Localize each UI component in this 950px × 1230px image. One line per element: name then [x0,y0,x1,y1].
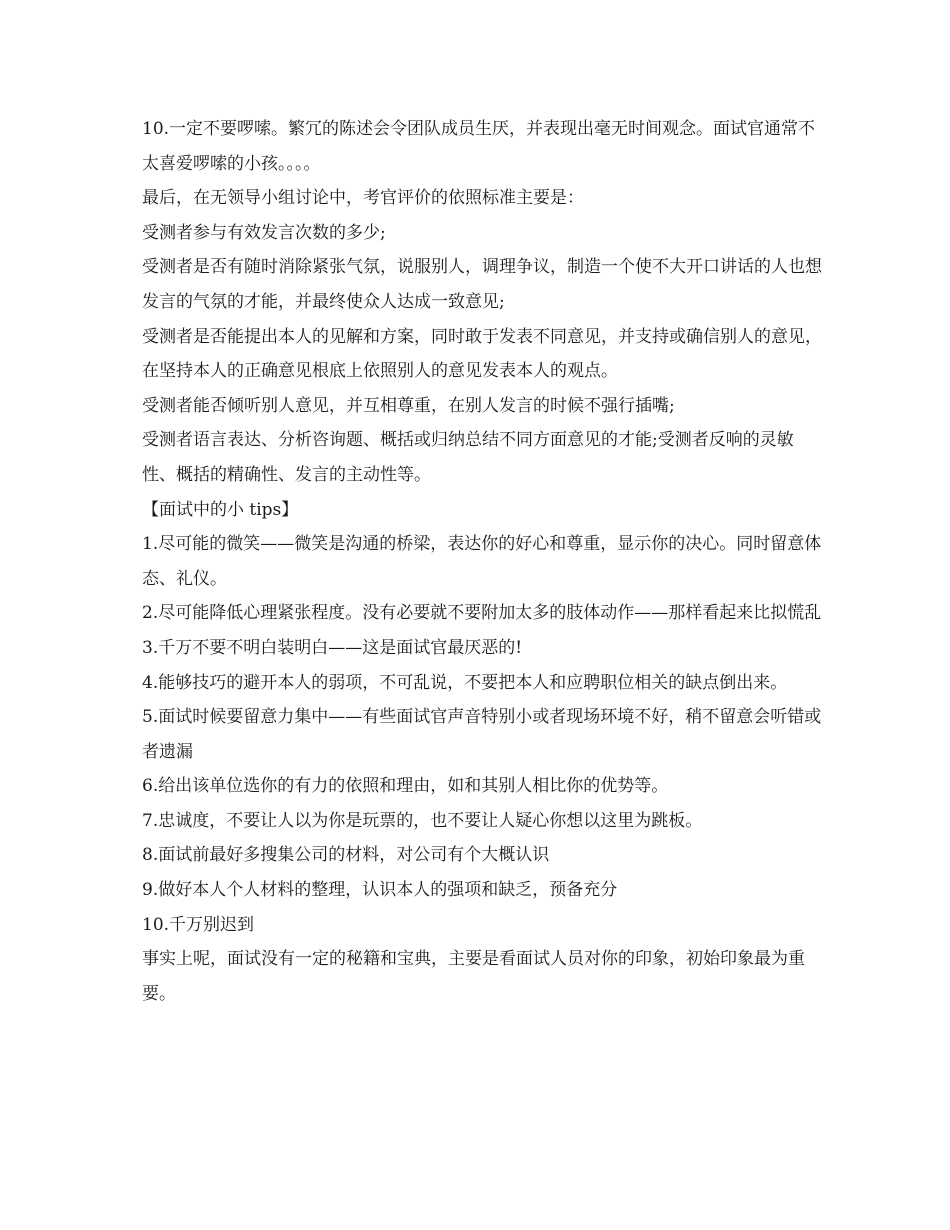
tip-item-reduce-nervousness: 2.尽可能降低心理紧张程度。没有必要就不要附加太多的肢体动作——那样看起来比拟慌乱 [142,603,822,624]
paragraph-criterion-listening: 受测者能否倾听别人意见，并互相尊重，在别人发言的时候不强行插嘴; [142,395,675,416]
paragraph-evaluation-intro: 最后，在无领导小组讨论中，考官评价的依照标准主要是： [142,188,584,209]
paragraph-criterion-own-views: 受测者是否能提出本人的见解和方案，同时敢于发表不同意见，并支持或确信别人的意见，在坚持本人的正确意见根底上依照别人的意见发表本人的观点。 [142,326,822,382]
paragraph-conclusion: 事实上呢，面试没有一定的秘籍和宝典，主要是看面试人员对你的印象，初始印象最为重要。 [142,949,805,1004]
tip-item-concentrate: 5.面试时候要留意力集中——有些面试官声音特别小或者现场环境不好，稍不留意会听错或者遗漏 [142,707,822,762]
document-body [142,112,822,1011]
paragraph-no-rambling: 10.一定不要啰嗦。繁冗的陈述会令团队成员生厌，并表现出毫无时间观念。面试官通常不太喜爱啰嗦的小孩。。。。 [142,119,816,174]
tip-item-no-pretending: 3.千万不要不明白装明白——这是面试官最厌恶的! [142,637,523,658]
tip-item-avoid-weaknesses: 4.能够技巧的避开本人的弱项，不可乱说，不要把本人和应聘职位相关的缺点倒出来。 [142,672,788,693]
tip-item-give-reasons: 6.给出该单位选你的有力的依照和理由，如和其别人相比你的优势等。 [142,776,669,797]
tip-item-organize-materials: 9.做好本人个人材料的整理，认识本人的强项和缺乏，预备充分 [142,880,618,901]
tip-item-loyalty: 7.忠诚度，不要让人以为你是玩票的，也不要让人疑心你想以这里为跳板。 [142,810,703,831]
paragraph-criterion-atmosphere: 受测者是否有随时消除紧张气氛，说服别人，调理争议，制造一个使不大开口讲话的人也想发言的气氛的才能，并最终使众人达成一致意见; [142,257,822,312]
tip-item-research-company: 8.面试前最好多搜集公司的材料，对公司有个大概认识 [142,845,550,866]
tip-item-smile: 1.尽可能的微笑——微笑是沟通的桥梁，表达你的好心和尊重，显示你的决心。同时留意体态、礼仪。 [142,534,822,589]
paragraph-criterion-speech-count: 受测者参与有效发言次数的多少; [142,222,386,243]
tip-item-dont-be-late: 10.千万别迟到 [142,914,255,935]
paragraph-criterion-expression: 受测者语言表达、分析咨询题、概括或归纳总结不同方面意见的才能;受测者反响的灵敏性、概括的精确性、发言的主动性等。 [142,430,794,485]
section-heading-tips: 【面试中的小 tips】 [142,499,299,520]
